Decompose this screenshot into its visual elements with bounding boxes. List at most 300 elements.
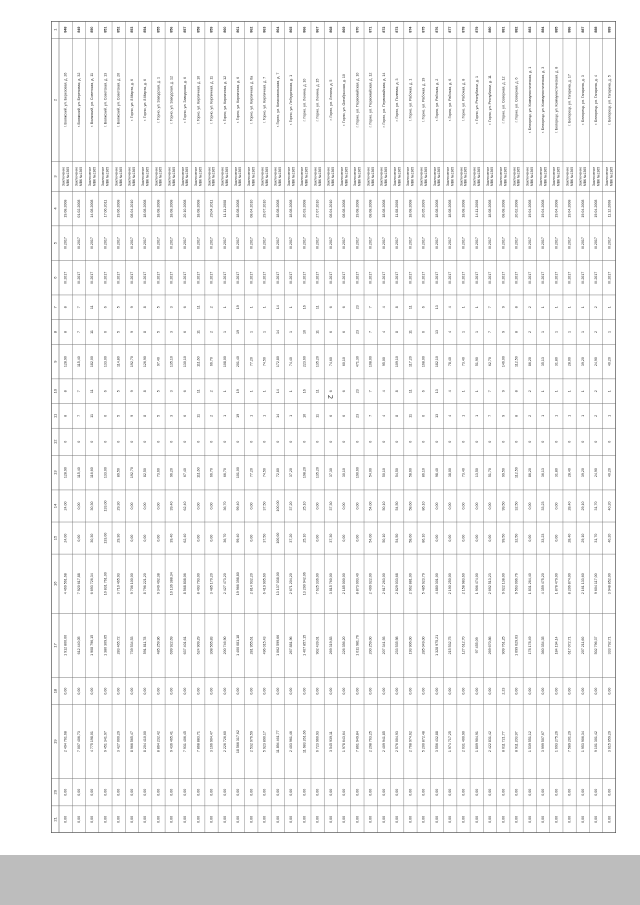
cell-ystart: III.2017 bbox=[421, 237, 426, 250]
cell-aux: 4 bbox=[381, 330, 386, 333]
cell-basis: МВК №1365 bbox=[463, 166, 468, 187]
cell-v1: 1 bbox=[249, 306, 254, 309]
cell-v3: 6 bbox=[328, 390, 333, 393]
cell-basis: Заключение bbox=[392, 166, 397, 187]
cell-no: 853 bbox=[129, 26, 134, 33]
cell-v11: 0,00 bbox=[554, 815, 559, 823]
cell-aux: 0 bbox=[90, 440, 95, 443]
cell-aux: 0,00 bbox=[249, 534, 254, 542]
cell-date1: 19.04.2008 bbox=[541, 199, 546, 218]
cell-basis: МВК №1365 bbox=[291, 166, 296, 187]
cell-basis: МВК №1365 bbox=[490, 166, 495, 187]
cell-v7: 360 354,35 bbox=[541, 636, 546, 655]
cell-basis: Заключение bbox=[207, 166, 212, 187]
cell-basis: МВК №1365 bbox=[370, 166, 375, 187]
cell-no: 880 bbox=[488, 26, 493, 33]
cell-v6: 10 136 388,34 bbox=[169, 572, 174, 596]
cell-no: 889 bbox=[607, 26, 612, 33]
cell-v3: 8 bbox=[395, 390, 400, 393]
cell-v9: 7 589 201,29 bbox=[567, 731, 572, 753]
cell-basis: МВК №1365 bbox=[105, 166, 110, 187]
cell-date1: 18.08.2008 bbox=[236, 199, 241, 218]
cell-basis: Заключение bbox=[286, 166, 291, 187]
cell-v3: 1 bbox=[607, 390, 612, 393]
cell-address: г. Волжский, ул. Советская, д. 20 bbox=[116, 72, 121, 128]
cell-aux: 4 bbox=[381, 414, 386, 417]
cell-v1: 13 bbox=[434, 305, 439, 310]
cell-v8: 0,00 bbox=[103, 687, 108, 695]
cell-v5: 0,00 bbox=[355, 502, 360, 510]
cell-aux: 0 bbox=[567, 440, 572, 443]
cell-v9: 6 723 960,93 bbox=[315, 731, 320, 753]
cell-v4: 54,50 bbox=[395, 468, 400, 478]
cell-aux: 0 bbox=[395, 440, 400, 443]
cell-aux: 6 bbox=[103, 414, 108, 417]
cell-v3: 1 bbox=[554, 390, 559, 393]
cell-aux: 6 bbox=[421, 330, 426, 333]
cell-v3: 11 bbox=[196, 389, 201, 394]
cell-v1: 4 bbox=[381, 306, 386, 309]
cell-v2: 168,00 bbox=[421, 356, 426, 368]
cell-aux: 0,00 bbox=[448, 534, 453, 542]
cell-aux: 36,70 bbox=[222, 533, 227, 543]
cell-aux: 8 bbox=[63, 330, 68, 333]
cell-date1: 08.08.2008 bbox=[342, 199, 347, 218]
cell-basis: Заключение bbox=[525, 166, 530, 187]
cell-basis: Заключение bbox=[61, 166, 66, 187]
cell-v9: 7 861 949,84 bbox=[355, 731, 360, 753]
cell-aux: 3 bbox=[169, 330, 174, 333]
cell-yend: III.2017 bbox=[196, 271, 201, 284]
cell-v11: 0,00 bbox=[249, 815, 254, 823]
cell-v10: 0,00 bbox=[302, 788, 307, 796]
cell-aux: 0,00 bbox=[527, 534, 532, 542]
cell-address: г. Горно, ул. Полевая, д. 3 bbox=[395, 78, 400, 122]
cell-yend: III.2017 bbox=[541, 271, 546, 284]
cell-basis: Заключение bbox=[446, 166, 451, 187]
cell-aux: 0 bbox=[63, 440, 68, 443]
cell-v9: 4 775 198,01 bbox=[90, 731, 95, 753]
cell-aux: 1 bbox=[222, 330, 227, 333]
cell-v1: 2 bbox=[527, 306, 532, 309]
cell-ystart: III.2017 bbox=[209, 237, 214, 250]
cell-v6: 1 906 474,00 bbox=[474, 573, 479, 595]
cell-v9: 3 427 000,29 bbox=[116, 731, 121, 753]
cell-date1: 20.02.2008 bbox=[514, 199, 519, 218]
cell-v3: 23 bbox=[355, 389, 360, 394]
header-number: 4 bbox=[52, 207, 58, 210]
cell-v2: 117,20 bbox=[408, 356, 413, 367]
cell-basis: Заключение bbox=[101, 166, 106, 187]
header-number: 14 bbox=[52, 503, 58, 509]
cell-aux: 1 bbox=[474, 330, 479, 333]
cell-v8: 0,00 bbox=[328, 687, 333, 695]
cell-aux: 6 bbox=[103, 330, 108, 333]
cell-v9: 7 931 406,45 bbox=[182, 731, 187, 753]
cell-v2: 77,20 bbox=[249, 357, 254, 367]
cell-basis: МВК №1365 bbox=[569, 166, 574, 187]
cell-v10: 0,00 bbox=[156, 788, 161, 796]
cell-v10: 0,00 bbox=[236, 788, 241, 796]
cell-v6: 5 485 923,79 bbox=[421, 573, 426, 595]
cell-aux: 5 bbox=[156, 330, 161, 333]
cell-v5: 86,10 bbox=[421, 501, 426, 511]
cell-v5: 133,00 bbox=[103, 500, 108, 512]
cell-v2: 146,00 bbox=[501, 356, 506, 368]
cell-v6: 4 880 301,00 bbox=[434, 573, 439, 595]
cell-aux: 8 bbox=[395, 330, 400, 333]
cell-yend: III.2017 bbox=[342, 271, 347, 284]
cell-v3: 1 bbox=[541, 390, 546, 393]
cell-v5: 0,00 bbox=[488, 502, 493, 510]
cell-date1: 18.08.2008 bbox=[289, 199, 294, 218]
cell-aux: 25,10 bbox=[302, 533, 307, 543]
cell-address: г. Горно, ул. Республики, д. 1 bbox=[474, 76, 479, 124]
cell-v5: 0,00 bbox=[461, 502, 466, 510]
cell-date1: 19.06.2008 bbox=[116, 199, 121, 218]
cell-v6: 19 966 398,80 bbox=[236, 572, 241, 596]
cell-v11: 0,00 bbox=[116, 815, 121, 823]
cell-ystart: III.2017 bbox=[541, 237, 546, 250]
cell-v8: 0,00 bbox=[488, 687, 493, 695]
cell-ystart: III.2017 bbox=[116, 237, 121, 250]
cell-yend: III.2017 bbox=[262, 271, 267, 284]
cell-address: г. Волжский, ул. Советская, д. 13 bbox=[103, 72, 108, 128]
cell-v2: 182,10 bbox=[434, 356, 439, 368]
cell-date1: 19.04.2008 bbox=[567, 199, 572, 218]
cell-aux: 2 bbox=[527, 414, 532, 417]
cell-v3: 6 bbox=[342, 390, 347, 393]
cell-ystart: III.2017 bbox=[76, 237, 81, 250]
cell-yend: III.2017 bbox=[222, 271, 227, 284]
cell-v11: 0,00 bbox=[275, 815, 280, 823]
cell-no: 881 bbox=[501, 26, 506, 33]
cell-v10: 0,00 bbox=[63, 788, 68, 796]
cell-basis: МВК №1365 bbox=[476, 166, 481, 187]
cell-v5: 31,70 bbox=[594, 501, 599, 511]
cell-v9: 2 532 976,59 bbox=[249, 731, 254, 753]
cell-no: 857 bbox=[182, 26, 187, 33]
cell-v11: 0,00 bbox=[169, 815, 174, 823]
cell-basis: Заключение bbox=[167, 166, 172, 187]
header-number: 19 bbox=[52, 739, 58, 744]
cell-aux: 0,00 bbox=[143, 534, 148, 542]
cell-v6: 9 349 492,38 bbox=[156, 573, 161, 595]
cell-aux: 11 bbox=[315, 414, 320, 418]
cell-v9: 3 999 507,67 bbox=[541, 731, 546, 753]
cell-date1: 27.07.2010 bbox=[315, 199, 320, 218]
cell-v3: 1 bbox=[222, 390, 227, 393]
cell-basis: Заключение bbox=[233, 166, 238, 187]
cell-yend: III.2017 bbox=[434, 271, 439, 284]
cell-v7: 178 178,49 bbox=[527, 636, 532, 655]
cell-aux: 0,00 bbox=[474, 534, 479, 542]
cell-v2: 73,40 bbox=[461, 357, 466, 367]
cell-v3: 7 bbox=[76, 390, 81, 393]
cell-v10: 0,00 bbox=[448, 788, 453, 796]
cell-v9: 3 545 939,11 bbox=[328, 731, 333, 753]
cell-v6: 2 158 983,60 bbox=[461, 573, 466, 595]
cell-v11: 0,00 bbox=[328, 815, 333, 823]
cell-v6: 9 563 096,76 bbox=[514, 573, 519, 595]
cell-v11: 0,00 bbox=[342, 815, 347, 823]
cell-v3: 4 bbox=[381, 390, 386, 393]
cell-v4: 96,20 bbox=[169, 468, 174, 478]
cell-aux: 0 bbox=[302, 440, 307, 443]
cell-basis: Заключение bbox=[194, 166, 199, 187]
cell-v6: 6 693 726,34 bbox=[90, 573, 95, 595]
cell-v7: 1 380 309,65 bbox=[103, 634, 108, 656]
cell-aux: 11 bbox=[196, 414, 201, 418]
cell-aux: 4 bbox=[448, 414, 453, 417]
header-number: 10 bbox=[52, 388, 58, 394]
cell-aux: 23 bbox=[355, 413, 360, 418]
cell-v9: 2 422 831,42 bbox=[488, 731, 493, 753]
cell-yend: III.2017 bbox=[567, 271, 572, 284]
cell-aux: 29,10 bbox=[580, 533, 585, 543]
cell-yend: III.2017 bbox=[474, 271, 479, 284]
cell-no: 859 bbox=[209, 26, 214, 33]
cell-yend: III.2017 bbox=[594, 271, 599, 284]
cell-v4: 73,40 bbox=[461, 468, 466, 478]
cell-aux: 0 bbox=[461, 440, 466, 443]
cell-v6: 9 604 117,00 bbox=[594, 573, 599, 595]
cell-aux: 0 bbox=[275, 440, 280, 443]
cell-v7: 637 401,61 bbox=[182, 636, 187, 655]
cell-v7: 1 699 629,63 bbox=[514, 634, 519, 656]
cell-v1: 11 bbox=[408, 305, 413, 310]
cell-date1: 17.06.2011 bbox=[103, 199, 108, 218]
cell-address: г. Горно, ул. Кирпичная, д. 11 bbox=[209, 75, 214, 125]
cell-aux: 4 bbox=[448, 330, 453, 333]
cell-v3: 1 bbox=[289, 390, 294, 393]
cell-aux: 7 bbox=[368, 330, 373, 333]
cell-v3: 5 bbox=[156, 390, 161, 393]
cell-v2: 62,70 bbox=[488, 357, 493, 367]
cell-aux: 1 bbox=[580, 330, 585, 333]
cell-v6: 10 831 761,00 bbox=[103, 572, 108, 596]
cell-basis: МВК №1365 bbox=[609, 166, 614, 187]
cell-basis: МВК №1365 bbox=[264, 166, 269, 187]
cell-v8: 0,00 bbox=[222, 687, 227, 695]
cell-v8: 0,00 bbox=[554, 687, 559, 695]
cell-aux: 6 bbox=[328, 414, 333, 417]
header-number: 5 bbox=[52, 242, 58, 245]
cell-v4: 86,10 bbox=[421, 468, 426, 478]
cell-aux: 19 bbox=[236, 329, 241, 334]
cell-basis: МВК №1365 bbox=[503, 166, 508, 187]
cell-v4: 24,90 bbox=[594, 468, 599, 478]
cell-v2: 74,60 bbox=[328, 357, 333, 367]
header-number: 12 bbox=[52, 439, 58, 445]
cell-basis: МВК №1365 bbox=[238, 166, 243, 187]
cell-yend: III.2017 bbox=[315, 271, 320, 284]
cell-address: г. Горно, ул. Северная, д. 12 bbox=[501, 76, 506, 124]
cell-v9: 2 031 400,90 bbox=[461, 731, 466, 753]
cell-v9: 2 768 974,62 bbox=[408, 731, 413, 753]
cell-v7: 1 011 981,76 bbox=[355, 635, 360, 656]
cell-aux: 0 bbox=[182, 440, 187, 443]
cell-v8: 0,00 bbox=[196, 687, 201, 695]
cell-v11: 0,00 bbox=[567, 815, 572, 823]
cell-v2: 108,00 bbox=[368, 356, 373, 368]
cell-aux: 37,20 bbox=[289, 533, 294, 543]
cell-v11: 0,00 bbox=[381, 815, 386, 823]
cell-v1: 5 bbox=[156, 306, 161, 309]
cell-v8: 0,00 bbox=[302, 687, 307, 695]
cell-basis: Заключение bbox=[419, 166, 424, 187]
cell-v9: 3 166 904,47 bbox=[209, 731, 214, 753]
cell-aux: 5 bbox=[116, 414, 121, 417]
cell-aux: 1 bbox=[262, 330, 267, 333]
cell-v11: 0,00 bbox=[76, 815, 81, 823]
cell-v5: 0,00 bbox=[448, 502, 453, 510]
cell-aux: 2 bbox=[594, 414, 599, 417]
cell-v4: 77,20 bbox=[249, 468, 254, 478]
cell-v7: 502 796,37 bbox=[594, 636, 599, 655]
cell-ystart: III.2017 bbox=[594, 237, 599, 250]
cell-v9: 2 403 961,46 bbox=[289, 731, 294, 753]
cell-v8: 0,00 bbox=[116, 687, 121, 695]
cell-v11: 0,00 bbox=[196, 815, 201, 823]
cell-v10: 0,00 bbox=[434, 788, 439, 796]
cell-v10: 0,00 bbox=[567, 788, 572, 796]
cell-ystart: III.2017 bbox=[554, 237, 559, 250]
cell-v9: 1 809 904,91 bbox=[474, 731, 479, 753]
cell-v4: 115,40 bbox=[76, 467, 81, 479]
cell-v8: 0,00 bbox=[209, 687, 214, 695]
cell-v2: 108,00 bbox=[222, 356, 227, 368]
cell-v2: 115,40 bbox=[76, 356, 81, 367]
cell-aux: 33,23 bbox=[541, 533, 546, 543]
cell-aux: 0 bbox=[514, 440, 519, 443]
cell-v4: 31,80 bbox=[554, 468, 559, 478]
cell-basis: МВК №1365 bbox=[384, 166, 389, 187]
cell-v6: 2 962 881,00 bbox=[408, 573, 413, 595]
cell-aux: 99,40 bbox=[236, 533, 241, 543]
cell-v8: 0,00 bbox=[580, 687, 585, 695]
cell-v10: 0,00 bbox=[514, 788, 519, 796]
cell-aux: 1 bbox=[567, 330, 572, 333]
cell-ystart: III.2017 bbox=[129, 237, 134, 250]
cell-v6: 2 161 133,60 bbox=[580, 573, 585, 595]
cell-aux: 1 bbox=[474, 414, 479, 417]
cell-v1: 23 bbox=[355, 305, 360, 310]
cell-v7: 617 072,71 bbox=[567, 636, 572, 655]
cell-yend: III.2017 bbox=[249, 271, 254, 284]
cell-v1: 14 bbox=[275, 305, 280, 310]
cell-v4: 82,50 bbox=[143, 468, 148, 478]
cell-aux: 11 bbox=[196, 330, 201, 334]
cell-v8: 0,00 bbox=[342, 687, 347, 695]
cell-v3: 11 bbox=[90, 389, 95, 394]
cell-v2: 31,80 bbox=[554, 357, 559, 367]
cell-aux: 0 bbox=[209, 440, 214, 443]
cell-v6: 13 137 038,00 bbox=[275, 572, 280, 596]
cell-no: 860 bbox=[222, 26, 227, 33]
cell-aux: 3 bbox=[169, 414, 174, 417]
cell-v5: 62,40 bbox=[182, 501, 187, 511]
cell-basis: МВК №1365 bbox=[344, 166, 349, 187]
cell-aux: 2 bbox=[209, 330, 214, 333]
cell-v5: 0,00 bbox=[156, 502, 161, 510]
cell-v5: 37,20 bbox=[289, 501, 294, 511]
cell-v9: 8 204 410,00 bbox=[143, 731, 148, 753]
cell-v11: 0,00 bbox=[156, 815, 161, 823]
cell-aux: 0 bbox=[342, 440, 347, 443]
cell-v1: 8 bbox=[395, 306, 400, 309]
cell-v3: 2 bbox=[527, 390, 532, 393]
cell-v7: 200 259,00 bbox=[368, 636, 373, 655]
cell-aux: 2 bbox=[527, 330, 532, 333]
cell-v8: 0,00 bbox=[182, 687, 187, 695]
cell-yend: III.2017 bbox=[103, 271, 108, 284]
cell-aux: 11 bbox=[408, 330, 413, 334]
cell-date1: 01.02.2008 bbox=[76, 199, 81, 218]
cell-aux: 0 bbox=[116, 440, 121, 443]
cell-yend: III.2017 bbox=[355, 271, 360, 284]
cell-basis: МВК №1365 bbox=[437, 166, 442, 187]
cell-address: г. Горно, ул. Рабочая, д. 8 bbox=[461, 78, 466, 122]
cell-address: г. Волжский, ул. Березовая, д. 26 bbox=[63, 72, 68, 128]
cell-ystart: III.2017 bbox=[103, 237, 108, 250]
cell-v10: 0,00 bbox=[90, 788, 95, 796]
cell-aux: 1 bbox=[580, 414, 585, 417]
cell-ystart: III.2017 bbox=[408, 237, 413, 250]
cell-aux: 9 bbox=[501, 330, 506, 333]
cell-v3: 13 bbox=[434, 389, 439, 394]
cell-v4: 37,20 bbox=[289, 468, 294, 478]
cell-basis: Заключение bbox=[326, 166, 331, 187]
cell-v4: 116,60 bbox=[90, 467, 95, 479]
cell-v9: 2 409 941,85 bbox=[381, 731, 386, 753]
cell-date1: 11.12.2008 bbox=[607, 199, 612, 218]
cell-v10: 0,00 bbox=[395, 788, 400, 796]
cell-v4: 98,40 bbox=[434, 468, 439, 478]
cell-yend: III.2017 bbox=[169, 271, 174, 284]
cell-basis: Заключение bbox=[114, 166, 119, 187]
cell-v1: 6 bbox=[421, 306, 426, 309]
cell-v4: 36,13 bbox=[541, 468, 546, 478]
cell-v8: 0,00 bbox=[249, 687, 254, 695]
cell-aux: 0,00 bbox=[554, 534, 559, 542]
cell-v2: 192,70 bbox=[129, 356, 134, 368]
table-svg bbox=[51, 21, 616, 833]
cell-v5: 99,50 bbox=[501, 501, 506, 511]
cell-address: г. Горно, ул. Первомайская, д. 12 bbox=[368, 72, 373, 128]
cell-v4: 50,10 bbox=[381, 468, 386, 478]
cell-v5: 39,40 bbox=[169, 501, 174, 511]
cell-basis: Заключение bbox=[141, 166, 146, 187]
cell-v7: 283 465,72 bbox=[116, 636, 121, 655]
cell-basis: Заключение bbox=[180, 166, 185, 187]
cell-basis: МВК №1365 bbox=[132, 166, 137, 187]
cell-v1: 8 bbox=[143, 306, 148, 309]
cell-v9: 3 556 432,88 bbox=[434, 731, 439, 753]
cell-v9: 1 953 906,34 bbox=[580, 731, 585, 753]
cell-v11: 0,00 bbox=[607, 815, 612, 823]
cell-v8: 0,00 bbox=[607, 687, 612, 695]
cell-date1: 18.08.2008 bbox=[381, 199, 386, 218]
cell-no: 864 bbox=[275, 26, 280, 33]
cell-ystart: III.2017 bbox=[395, 237, 400, 250]
cell-aux: 0 bbox=[143, 440, 148, 443]
cell-basis: МВК №1365 bbox=[79, 166, 84, 187]
cell-address: г. Горно, ул. Рабочая, д. 1 bbox=[408, 78, 413, 122]
cell-v4: 192,70 bbox=[129, 467, 134, 479]
cell-v8: 0,00 bbox=[594, 687, 599, 695]
cell-basis: Заключение bbox=[273, 166, 278, 187]
